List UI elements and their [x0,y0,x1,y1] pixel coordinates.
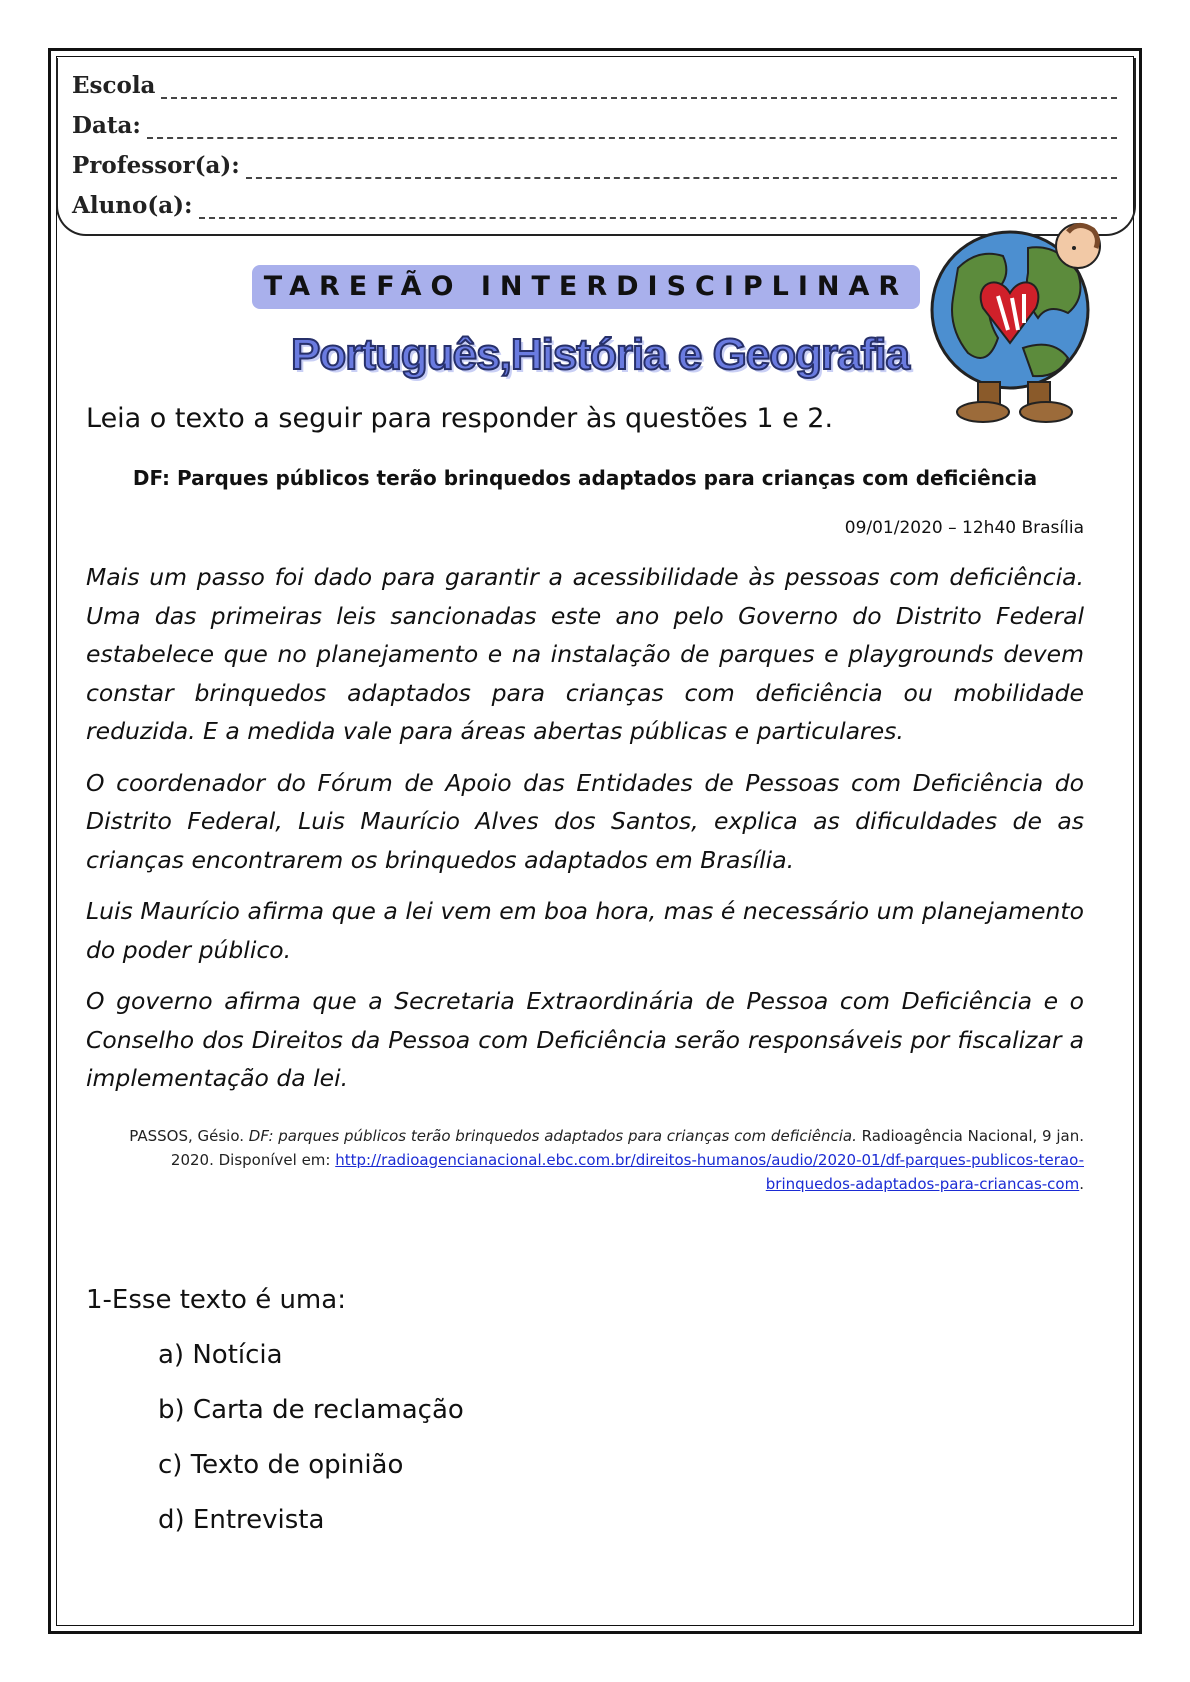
option-a[interactable]: a) Notícia [158,1340,283,1370]
article-paragraph: Mais um passo foi dado para garantir a acessibilidade às pessoas com deficiência. Uma das primeiras leis sancionadas este ano pelo Governo do Distrito Federal estabelece que no planejamento e na instalação de parques e playgrounds devem constar brinquedos adaptados para crianças com deficiência ou mobilidade reduzida. E a medida vale para áreas abertas públicas e particulares. [86,563,1084,745]
citation-work: DF: parques públicos terão brinquedos adaptados para crianças com deficiência. [248,1127,857,1145]
citation [100,1124,1084,1196]
student-label: Aluno(a): [72,192,193,219]
instructions: Leia o texto a seguir para responder às questões 1 e 2. [86,403,834,434]
date-label: Data: [72,112,141,139]
article-dateline: 09/01/2020 – 12h40 Brasília [844,518,1084,538]
question-1-options [158,1335,464,1555]
article-body [86,558,1084,1111]
citation-publisher: Radioagência Nacional, 9 jan. 2020. Disponível em: [170,1127,1084,1169]
globe-character-icon [928,218,1108,428]
citation-author: PASSOS, Gésio. [129,1127,249,1145]
question-1: 1-Esse texto é uma: [86,1285,346,1315]
option-c[interactable]: c) Texto de opinião [158,1450,404,1480]
citation-end: . [1079,1175,1084,1193]
article-paragraph: O coordenador do Fórum de Apoio das Entidades de Pessoas com Deficiência do Distrito Federal, Luis Maurício Alves dos Santos, explica as dificuldades de as crianças encontrarem os brinquedos adaptados em Brasília. [86,768,1084,874]
school-line[interactable] [161,79,1117,99]
student-field[interactable] [72,192,1117,219]
article-paragraph: O governo afirma que a Secretaria Extraordinária de Pessoa com Deficiência e o Conselho dos Direitos da Pessoa com Deficiência serão responsáveis por fiscalizar a implementação da lei. [86,987,1084,1092]
school-field[interactable] [72,72,1117,99]
page-title: TAREFÃO INTERDISCIPLINAR [252,265,920,309]
school-label: Escola [72,72,156,99]
citation-link[interactable]: http://radioagencianacional.ebc.com.br/direitos-humanos/audio/2020-01/df-parques-publicos-terao-brinquedos-adaptados-para-criancas-com [335,1151,1084,1193]
subjects-wordart: Português,História e Geografia [291,330,909,379]
option-d[interactable]: d) Entrevista [158,1505,325,1535]
teacher-line[interactable] [246,159,1117,179]
teacher-field[interactable] [72,152,1117,179]
article-paragraph: Luis Maurício afirma que a lei vem em boa hora, mas é necessário um planejamento do poder público. [86,897,1084,964]
student-line[interactable] [199,199,1117,219]
date-field[interactable] [72,112,1117,139]
date-line[interactable] [147,119,1117,139]
article-headline: DF: Parques públicos terão brinquedos adaptados para crianças com deficiência [132,466,1038,490]
option-b[interactable]: b) Carta de reclamação [158,1395,464,1425]
teacher-label: Professor(a): [72,152,240,179]
